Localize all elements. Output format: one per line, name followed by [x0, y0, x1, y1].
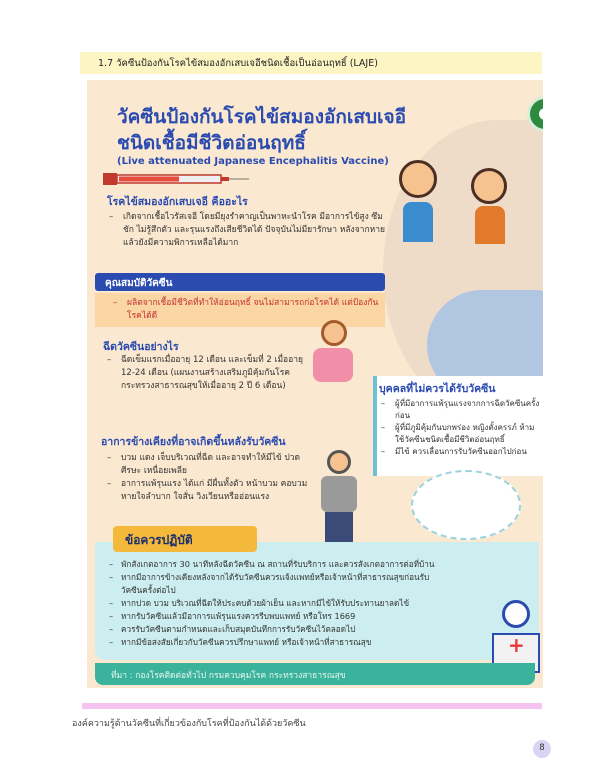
section-header-bar: [80, 52, 542, 74]
side-effects-heading: อาการข้างเคียงที่อาจเกิดขึ้นหลังรับวัคซีน: [101, 436, 286, 448]
schedule-list: [107, 354, 303, 393]
mother-baby-illustration: [303, 320, 363, 390]
clock-icon: [502, 600, 530, 628]
medical-icons-illustration: [411, 470, 521, 540]
properties-heading: คุณสมบัติวัคซีน: [105, 278, 173, 289]
schedule-heading: ฉีดวัคซีนอย่างไร: [103, 341, 179, 353]
divider: [82, 703, 542, 709]
list-item: – หากมีอาการข้างเคียงหลังจากได้รับวัคซีนควรแจ้งแพทย์หรือเจ้าหน้าที่สาธารณสุขก่อนรับวัคซีนครั้งต่อไป: [109, 571, 439, 597]
list-item: – อาการแพ้รุนแรง ได้แก่ มีผื่นทั้งตัว หน้าบวม คอบวมหายใจลำบาก ใจสั่น วิงเวียนหรืออ่อนแรง: [107, 478, 311, 504]
contraindications-list: [381, 398, 541, 458]
list-item: – ผู้ที่มีภูมิคุ้มกันบกพร่อง หญิงตั้งครรภ์ ห้ามใช้วัคซีนชนิดเชื้อมีชีวิตอ่อนฤทธิ์: [381, 422, 541, 446]
list-item: – มีไข้ ควรเลื่อนการรับวัคซีนออกไปก่อน: [381, 446, 541, 458]
tips-heading: ข้อควรปฏิบัติ: [125, 533, 193, 547]
poster-title-line1: วัคซีนป้องกันโรคไข้สมองอักเสบเจอี: [117, 106, 407, 128]
section-title: 1.7 วัคซีนป้องกันโรคไข้สมองอักเสบเจอีชนิดเชื้อเป็นอ่อนฤทธิ์ (LAJE): [98, 58, 378, 69]
source-text: ที่มา : กองโรคติดต่อทั่วไป กรมควบคุมโรค กระทรวงสาธารณสุข: [111, 671, 346, 681]
poster-title-english: (Live attenuated Japanese Encephalitis Vaccine): [117, 156, 389, 167]
list-item: – ฉีดเข็มแรกเมื่ออายุ 12 เดือน และเข็มที่ 2 เมื่ออายุ 12-24 เดือน (แผนงานสร้างเสริมภูมิคุ้มกันโรค กระทรวงสาธารณสุขให้เมื่ออายุ 2 ปี 6 เดือน): [107, 354, 303, 393]
syringe-icon: [99, 172, 249, 186]
list-item: – เกิดจากเชื้อไวรัสเจอี โดยมียุงรำคาญเป็นพาหะนำโรค มีอาการไข้สูง ซึม ชัก ไม่รู้สึกตัว และรุนแรงถึงเสียชีวิตได้ ปัจจุบันไม่มียารักษา หลังจากหายแล้วยังมีความพิการเหลือได้มาก: [109, 211, 385, 250]
what-is-heading: โรคไข้สมองอักเสบเจอี คืออะไร: [107, 196, 248, 208]
list-item: – บวม แดง เจ็บบริเวณที่ฉีด และอาจทำให้มีไข้ ปวดศีรษะ เหนื่อยเพลีย: [107, 452, 311, 478]
sick-children-illustration: [399, 160, 529, 250]
tips-list: [109, 558, 439, 649]
contraindications-heading: บุคคลที่ไม่ควรได้รับวัคซีน: [379, 383, 496, 395]
dizzy-man-illustration: [307, 450, 367, 546]
vaccine-poster: [87, 80, 543, 688]
list-item: – ผลิตจากเชื้อมีชีวิตที่ทำให้อ่อนฤทธิ์ จนไม่สามารถก่อโรคได้ แต่ป้องกันโรคได้ดี: [113, 297, 385, 323]
page-number: 8: [533, 740, 551, 758]
list-item: – หากปวด บวม บริเวณที่ฉีดให้ประคบด้วยผ้าเย็น และหากมีไข้ให้รับประทานยาลดไข้: [109, 597, 439, 610]
list-item: – หากมีข้อสงสัยเกี่ยวกับวัคซีนควรปรึกษาแพทย์ หรือเจ้าหน้าที่สาธารณสุข: [109, 636, 439, 649]
list-item: – หากรับวัคซีนแล้วมีอาการแพ้รุนแรงควรรีบพบแพทย์ หรือโทร 1669: [109, 610, 439, 623]
what-is-list: [109, 211, 385, 250]
tips-heading-badge: [113, 526, 257, 552]
list-item: – ควรรับวัคซีนตามกำหนดและเก็บสมุดบันทึกการรับวัคซีนไว้ตลอดไป: [109, 623, 439, 636]
properties-heading-bar: [95, 273, 385, 291]
list-item: – พักสังเกตอาการ 30 นาทีหลังฉีดวัคซีน ณ สถานที่รับบริการ และควรสังเกตอาการต่อที่บ้าน: [109, 558, 439, 571]
poster-title-line2: ชนิดเชื้อมีชีวิตอ่อนฤทธิ์: [117, 132, 306, 154]
source-bar: [95, 663, 535, 685]
side-effects-list: [107, 452, 311, 504]
footer-text: องค์ความรู้ด้านวัคซีนที่เกี่ยวข้องกับโรคที่ป้องกันได้ด้วยวัคซีน: [72, 719, 306, 729]
list-item: – ผู้ที่มีอาการแพ้รุนแรงจากการฉีดวัคซีนครั้งก่อน: [381, 398, 541, 422]
